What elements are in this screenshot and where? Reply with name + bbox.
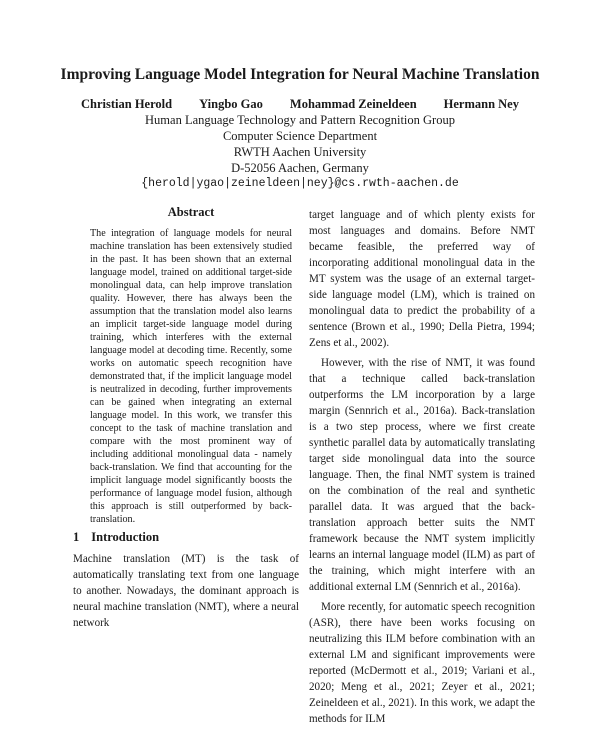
affiliation-university: RWTH Aachen University xyxy=(233,145,367,159)
author-name: Hermann Ney xyxy=(443,97,519,111)
introduction-text: Machine translation (MT) is the task of automatically translating text from one language to another. Nowadays, the dominant approach is neural machine translation (NMT), where a neural network xyxy=(73,553,299,629)
author-list xyxy=(0,97,600,112)
abstract-text: The integration of language models for neural machine translation has been extensively studied in the past. It has been shown that an external language model, trained on additional target-side monolingual data, can help improve translation quality. However, there has always been the assumption that the translation model also learns an implicit target-side language model during training, which interferes with the external language model at decoding time. Recently, some works on automatic speech recognition have demonstrated that, if the implicit language model is neutralized in decoding, further improvements can be gained when integrating an external language model. In this work, we transfer this concept to the task of machine translation and compare with the most prominent way of including additional monolingual data - namely back-translation. We find that accounting for the implicit language model significantly boosts the performance of language model fusion, although this approach is still outperformed by back-translation. xyxy=(90,228,292,525)
body-paragraph: However, with the rise of NMT, it was found that a technique called back-translation outperforms the LM incorporation by a large margin (Sennrich et al., 2016a). Back-translation is a two step process, where we first create synthetic parallel data by automatically translating target side monolingual data into the source language. Then, the final NMT system is trained on the combination of the real and synthetic parallel data. It was argued that the back-translation approach better suits the NMT framework because the NMT system implicitly learns an internal language model (ILM) as part of the training, which might interfere with an additional external LM (Sennrich et al., 2016a). xyxy=(309,357,535,593)
body-paragraph: More recently, for automatic speech recognition (ASR), there have been works focusing on neutralizing this ILM before combination with an external LM and significant improvements were reported (McDermott et al., 2019; Variani et al., 2020; Meng et al., 2021; Zeyer et al., 2021; Zeineldeen et al., 2021). In this work, we adapt the methods for ILM xyxy=(309,601,535,725)
body-paragraph: target language and of which plenty exists for most languages and domains. Before NMT became feasible, the preferred way of incorporating additional monolingual data in the MT system was the usage of an external target-side language model (LM), which is trained on monolingual data to predict the probability of a sentence (Brown et al., 1990; Della Pietra, 1994; Zens et al., 2002). xyxy=(309,209,535,349)
author-name: Yingbo Gao xyxy=(199,97,263,111)
left-column xyxy=(84,205,298,526)
affiliation-address: D-52056 Aachen, Germany xyxy=(231,161,369,175)
right-column xyxy=(309,207,535,731)
affiliation-department: Computer Science Department xyxy=(222,129,378,143)
author-email: {herold|ygao|zeineldeen|ney}@cs.rwth-aachen.de xyxy=(141,177,459,190)
author-name: Christian Herold xyxy=(81,97,173,111)
affiliation-group: Human Language Technology and Pattern Recognition Group xyxy=(145,113,455,127)
section-number: 1 xyxy=(73,530,80,544)
section-heading xyxy=(73,530,159,545)
author-name: Mohammad Zeineldeen xyxy=(289,97,417,111)
abstract-heading: Abstract xyxy=(167,205,215,219)
paper-title: Improving Language Model Integration for Neural Machine Translation xyxy=(60,66,540,83)
section-title: Introduction xyxy=(91,530,160,544)
affiliation-block xyxy=(0,112,600,192)
